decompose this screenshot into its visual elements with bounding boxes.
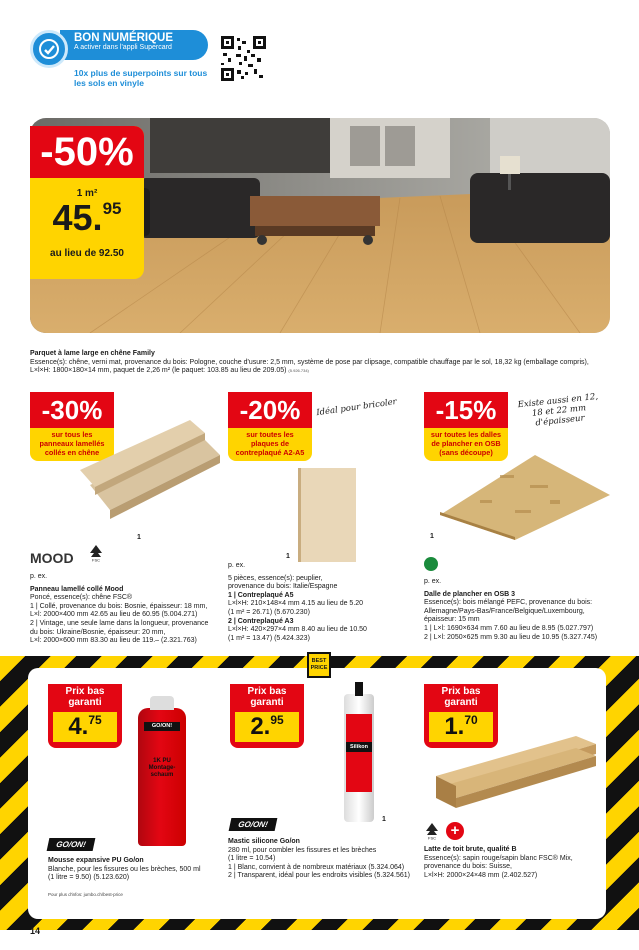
bottom-2-price-cents: 95: [270, 713, 284, 727]
offer-1-count: 1: [137, 534, 141, 541]
hero-product-title: Parquet à lame large en chêne Family: [30, 350, 155, 357]
offer-3-line-2: épaisseur: 15 mm: [424, 616, 480, 624]
offer-1-text: sur tous les panneaux lamellés collés en chêne: [39, 430, 105, 457]
promo-banner: [60, 30, 208, 60]
hero-article-number: (5.926.734): [288, 368, 309, 374]
pefc-logo-icon: [424, 557, 438, 571]
bottom-3-line-1: provenance du bois: Suisse,: [424, 863, 512, 871]
roof-batten-image: [436, 736, 596, 813]
bottom-3-label1: Prix bas: [441, 686, 481, 697]
offer-2-note: Idéal pour bricoler: [315, 397, 398, 419]
bottom-2-line-0: 280 ml, pour combler les fissures et les brèches: [228, 846, 377, 854]
bottom-2-line-1: (1 litre = 10.54): [228, 855, 276, 863]
promo-title: BON NUMÉRIQUE: [74, 32, 174, 44]
offer-2-count: 1: [286, 553, 290, 560]
offer-2-line-2: 1 | Contreplaqué A5: [228, 591, 294, 599]
offer-2-line-6: L×l×H: 420×297×4 mm 8.40 au lieu de 10.50: [228, 626, 367, 634]
offer-2-line-4: (1 m² = 26.71) (5.670.230): [228, 608, 310, 616]
hero-price-main: 45.: [52, 197, 103, 238]
bottom-3-info: [424, 846, 604, 880]
fsc-logo-icon: [88, 544, 104, 567]
offer-3-count: 1: [430, 533, 434, 540]
offer-3-title: Dalle de plancher en OSB 3: [424, 590, 516, 598]
offer-2-info: [228, 562, 418, 643]
bottom-2-label1: Prix bas: [247, 686, 287, 697]
bottom-1-line-0: Blanche, pour les fissures ou les brèches, 500 ml: [48, 865, 201, 873]
hero-product-desc-text: Essence(s): chêne, verni mat, provenance du bois: Pologne, couche d'usure: 2,5 mm, système de pose par clipsage, compatible chauffage par le sol, 18,32 kg (emballage compris), L×l×H: 1800×180×14 mm, paquet de 2,26 m² (le paquet: 103.85 au lieu de 209.05): [30, 358, 589, 375]
offer-3-line-3: 1 | L×l: 1690×634 mm 7.60 au lieu de 8.95 (5.027.797): [424, 624, 594, 632]
bottom-1-price-cents: 75: [88, 713, 102, 727]
bottom-2-count: 1: [382, 816, 386, 823]
bottom-1-info: [48, 857, 218, 883]
hero-unit: 1 m²: [76, 188, 98, 199]
bottom-3-line-0: Essence(s): sapin rouge/sapin blanc FSC® Mix,: [424, 854, 573, 862]
bottom-2-label2: garanti: [250, 697, 284, 708]
svg-text:FSC: FSC: [428, 835, 436, 840]
offer-3-info: [424, 578, 624, 642]
foam-can-text: 1K PU Montage-schaum: [148, 758, 176, 778]
bottom-1-label1: Prix bas: [65, 686, 105, 697]
offer-1-title: Panneau lamellé collé Mood: [30, 585, 124, 593]
bottom-2-line-3: 2 | Transparent, idéal pour les endroits visibles (5.324.561): [228, 872, 410, 880]
swiss-wood-icon: +: [446, 822, 464, 840]
offer-3-pex: p. ex.: [424, 578, 442, 585]
percent-badge-icon: [30, 30, 68, 68]
footnote[interactable]: Pour plus d'infos: jumbo.ch/best-price: [48, 892, 123, 897]
offer-1-discount: -30%: [30, 392, 114, 428]
offer-1-line-2: L×l: 2000×400 mm 42.65 au lieu de 60.95 (5.004.271): [30, 611, 198, 619]
offer-2-line-1: provenance du bois: Italie/Espagne: [228, 583, 338, 591]
bottom-2-info: [228, 838, 418, 881]
offer-2-line-7: (1 m² = 13.47) (5.424.323): [228, 634, 310, 642]
offer-3-text: sur toutes les dalles de plancher en OSB (sans découpe): [430, 430, 502, 457]
bottom-3-line-2: L×l×H: 2000×24×48 mm (2.402.527): [424, 871, 538, 879]
hero-was-price: au lieu de 92.50: [50, 248, 124, 259]
page-number: 14: [30, 926, 41, 936]
bottom-2-price-main: 2.: [250, 713, 271, 740]
offer-1-pex: p. ex.: [30, 573, 48, 580]
offer-1-image: [80, 415, 220, 545]
foam-can-brand: GO/ON!: [144, 722, 180, 731]
offer-3-image: [440, 455, 610, 545]
bottom-3-title: Latte de toit brute, qualité B: [424, 846, 517, 853]
best-price-logo: BEST PRICE: [307, 652, 331, 678]
bottom-1-line-1: (1 litre = 9.50) (5.123.620): [48, 874, 130, 882]
bottom-2-title: Mastic silicone Go/on: [228, 838, 300, 845]
offer-2-line-3: L×l×H: 210×148×4 mm 4.15 au lieu de 5.20: [228, 600, 364, 608]
hero-product-info: [30, 350, 610, 376]
hero-product-desc: [30, 359, 610, 376]
bottom-3-price-cents: 70: [464, 713, 478, 727]
promo-subtitle: A activer dans l'appli Supercard: [74, 44, 172, 51]
bottom-2-line-2: 1 | Blanc, convient à de nombreux matériaux (5.324.064): [228, 863, 405, 871]
offer-1-line-1: 1 | Collé, provenance du bois: Bosnie, épaisseur: 18 mm,: [30, 602, 208, 610]
bottom-1-price-main: 4.: [68, 713, 89, 740]
svg-text:FSC: FSC: [92, 557, 100, 562]
foam-can-image: [138, 708, 186, 846]
bottom-1-price-badge: [48, 684, 122, 748]
bottom-3-price-main: 1.: [444, 713, 465, 740]
mood-logo: MOOD: [30, 550, 74, 566]
offer-3-discount: -15%: [424, 392, 508, 428]
bottom-1-price: [53, 712, 117, 742]
hero-price-cents: 95: [102, 199, 122, 218]
offer-2-line-0: 5 pièces, essence(s): peuplier,: [228, 574, 323, 582]
bottom-3-label2: garanti: [444, 697, 478, 708]
hero-discount: -50%: [30, 126, 144, 178]
bottom-2-price-badge: [230, 684, 304, 748]
offer-1-line-0: Poncé, essence(s): chêne FSC®: [30, 594, 133, 602]
promo-description: 10x plus de superpoints sur tous les sols en vinyle: [74, 68, 208, 88]
hero-price: [30, 198, 144, 238]
silicone-tube-text: Silikon: [346, 742, 372, 752]
offer-2-line-5: 2 | Contreplaqué A3: [228, 617, 294, 625]
offer-2-text: sur toutes les plaques de contreplaqué A2-A5: [235, 430, 305, 457]
offer-1-info: [30, 573, 220, 646]
offer-2-pex: p. ex.: [228, 562, 246, 569]
bottom-1-label2: garanti: [68, 697, 102, 708]
goon-logo-2: GO/ON!: [229, 818, 278, 831]
offer-2-discount: -20%: [228, 392, 312, 428]
bottom-2-price: [235, 712, 299, 742]
goon-logo: GO/ON!: [47, 838, 96, 851]
offer-3-line-0: Essence(s): bois mélangé PEFC, provenance du bois:: [424, 599, 593, 607]
offer-2-image: [298, 468, 356, 562]
offer-3-note: Existe aussi en 12, 18 et 22 mm d'épaisseur: [517, 391, 599, 429]
silicone-tube-image: [344, 694, 374, 822]
offer-1-line-3: 2 | Vintage, une seule lame dans la longueur, provenance: [30, 619, 209, 627]
offer-3-line-1: Allemagne/Pays-Bas/France/Belgique/Luxembourg,: [424, 607, 585, 615]
offer-3-line-4: 2 | L×l: 2050×625 mm 9.30 au lieu de 10.95 (5.327.745): [424, 633, 598, 641]
offer-2-badge: [228, 392, 312, 461]
offer-1-line-4: du bois: Ukraine/Bosnie, épaisseur: 20 mm,: [30, 628, 166, 636]
qr-code-icon[interactable]: [221, 36, 266, 81]
fsc-logo-icon-2: [424, 822, 440, 845]
offer-1-line-5: L×l: 2000×600 mm 83.30 au lieu de 119.– (2.321.763): [30, 637, 197, 645]
offer-3-badge: [424, 392, 508, 461]
bottom-1-title: Mousse expansive PU Go/on: [48, 857, 144, 864]
